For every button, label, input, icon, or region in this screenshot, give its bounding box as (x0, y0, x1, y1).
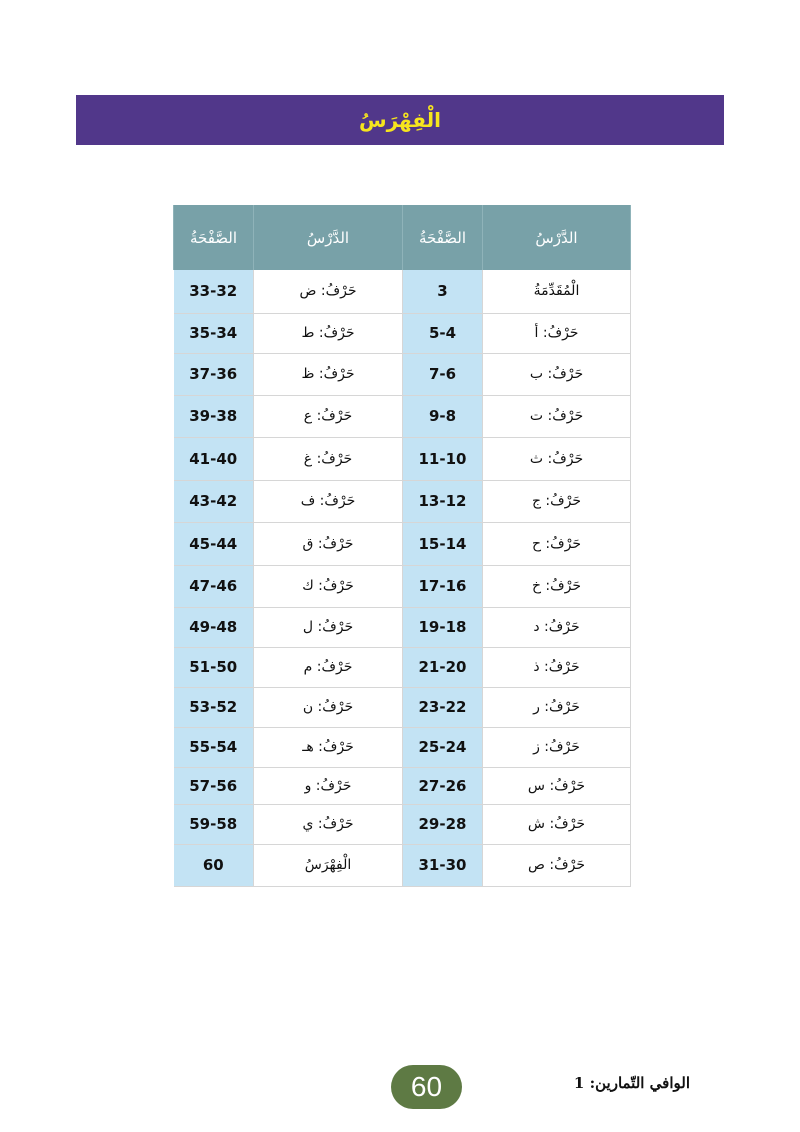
column-header-lesson: الدَّرْسُ (254, 205, 403, 270)
page-cell: 43-42 (174, 480, 254, 522)
page-cell: 17-16 (403, 565, 483, 607)
page-cell: 25-24 (403, 727, 483, 767)
page-title: الْفِهْرَسُ (358, 108, 441, 132)
page-cell: 19-18 (403, 607, 483, 647)
page-cell: 39-38 (174, 395, 254, 437)
lesson-cell: حَرْفُ: م (254, 647, 403, 687)
lesson-cell: حَرْفُ: أ (483, 313, 631, 353)
table-row (174, 270, 631, 313)
lesson-cell: حَرْفُ: ذ (483, 647, 631, 687)
page-cell: 45-44 (174, 522, 254, 565)
lesson-cell: حَرْفُ: ت (483, 395, 631, 437)
table-row (174, 727, 631, 767)
page-number-badge (391, 1065, 462, 1109)
lesson-cell: حَرْفُ: ب (483, 353, 631, 395)
lesson-cell: حَرْفُ: ص (483, 844, 631, 886)
page-cell: 3 (403, 270, 483, 313)
page-cell: 59-58 (174, 804, 254, 844)
table-row (174, 767, 631, 804)
page-cell: 21-20 (403, 647, 483, 687)
lesson-cell: حَرْفُ: و (254, 767, 403, 804)
table-row (174, 804, 631, 844)
page-cell: 7-6 (403, 353, 483, 395)
page-cell: 13-12 (403, 480, 483, 522)
column-header-lesson: الدَّرْسُ (483, 205, 631, 270)
page-cell: 41-40 (174, 437, 254, 480)
lesson-cell: حَرْفُ: ش (483, 804, 631, 844)
table-row (174, 437, 631, 480)
page-cell: 53-52 (174, 687, 254, 727)
page-cell: 49-48 (174, 607, 254, 647)
page-cell: 47-46 (174, 565, 254, 607)
page-cell: 33-32 (174, 270, 254, 313)
lesson-cell: حَرْفُ: ز (483, 727, 631, 767)
lesson-cell: حَرْفُ: هـ (254, 727, 403, 767)
lesson-cell: حَرْفُ: ث (483, 437, 631, 480)
table-row (174, 480, 631, 522)
table-row (174, 522, 631, 565)
lesson-cell: حَرْفُ: س (483, 767, 631, 804)
lesson-cell: الْفِهْرَسُ (254, 844, 403, 886)
page-cell: 9-8 (403, 395, 483, 437)
title-banner (76, 95, 724, 145)
page-cell: 27-26 (403, 767, 483, 804)
lesson-cell: حَرْفُ: غ (254, 437, 403, 480)
column-header-page: الصَّفْحَةُ (403, 205, 483, 270)
lesson-cell: حَرْفُ: د (483, 607, 631, 647)
table-row (174, 395, 631, 437)
column-header-page: الصَّفْحَةُ (174, 205, 254, 270)
index-table (173, 205, 631, 887)
page-cell: 35-34 (174, 313, 254, 353)
page-cell: 60 (174, 844, 254, 886)
lesson-cell: حَرْفُ: ع (254, 395, 403, 437)
page-cell: 55-54 (174, 727, 254, 767)
page-cell: 11-10 (403, 437, 483, 480)
lesson-cell: حَرْفُ: خ (483, 565, 631, 607)
page-number: 60 (410, 1071, 443, 1102)
lesson-cell: حَرْفُ: ض (254, 270, 403, 313)
page-cell: 31-30 (403, 844, 483, 886)
lesson-cell: حَرْفُ: ق (254, 522, 403, 565)
lesson-cell: حَرْفُ: ر (483, 687, 631, 727)
lesson-cell: حَرْفُ: ح (483, 522, 631, 565)
lesson-cell: الْمُقَدِّمَةُ (483, 270, 631, 313)
lesson-cell: حَرْفُ: ج (483, 480, 631, 522)
lesson-cell: حَرْفُ: ن (254, 687, 403, 727)
page-cell: 29-28 (403, 804, 483, 844)
table-row (174, 607, 631, 647)
lesson-cell: حَرْفُ: ك (254, 565, 403, 607)
lesson-cell: حَرْفُ: ط (254, 313, 403, 353)
page-cell: 23-22 (403, 687, 483, 727)
lesson-cell: حَرْفُ: ظ (254, 353, 403, 395)
table-row (174, 565, 631, 607)
book-title: الوافي التّمارين: 1 (573, 1074, 690, 1092)
page-cell: 57-56 (174, 767, 254, 804)
lesson-cell: حَرْفُ: ي (254, 804, 403, 844)
table-row (174, 647, 631, 687)
lesson-cell: حَرْفُ: ف (254, 480, 403, 522)
lesson-cell: حَرْفُ: ل (254, 607, 403, 647)
page-cell: 51-50 (174, 647, 254, 687)
table-row (174, 844, 631, 886)
page-cell: 5-4 (403, 313, 483, 353)
page-cell: 37-36 (174, 353, 254, 395)
table-row (174, 313, 631, 353)
page-cell: 15-14 (403, 522, 483, 565)
table-row (174, 353, 631, 395)
table-header-row (174, 205, 631, 270)
table-row (174, 687, 631, 727)
